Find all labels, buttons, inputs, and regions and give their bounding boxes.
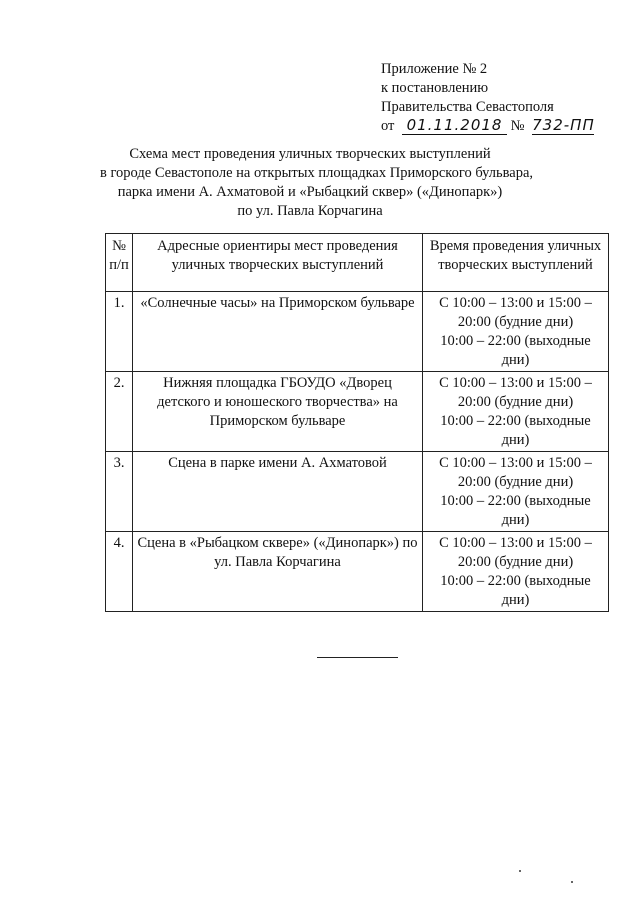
row-address: Нижняя площадка ГБОУДО «Дворец детского и юношеского творчества» на Приморском бульваре bbox=[133, 372, 423, 452]
table-row bbox=[106, 452, 609, 532]
header-time: Время проведения уличных творческих выступлений bbox=[423, 234, 609, 292]
row-time-weekdays: С 10:00 – 13:00 и 15:00 – 20:00 (будние дни) bbox=[439, 455, 592, 490]
row-time bbox=[423, 372, 609, 452]
handwritten-number: 732-ПП bbox=[532, 116, 595, 134]
row-time bbox=[423, 292, 609, 372]
table-header-row bbox=[106, 234, 609, 292]
row-time-weekdays: С 10:00 – 13:00 и 15:00 – 20:00 (будние дни) bbox=[439, 295, 592, 330]
row-time-weekends: 10:00 – 22:00 (выходные дни) bbox=[440, 333, 591, 368]
row-number: 2. bbox=[106, 372, 133, 452]
appendix-date-line bbox=[381, 117, 621, 136]
table-row bbox=[106, 532, 609, 612]
title-line-4: по ул. Павла Корчагина bbox=[237, 203, 383, 219]
appendix-header bbox=[381, 60, 621, 136]
row-address: Сцена в парке имени А. Ахматовой bbox=[133, 452, 423, 532]
row-number: 4. bbox=[106, 532, 133, 612]
header-number: № п/п bbox=[106, 234, 133, 292]
title-line-2: в городе Севастополе на открытых площадках Приморского бульвара, bbox=[100, 165, 534, 181]
scan-speck bbox=[519, 870, 521, 872]
row-number: 1. bbox=[106, 292, 133, 372]
table-row bbox=[106, 372, 609, 452]
title-line-3: парка имени А. Ахматовой и «Рыбацкий сквер» («Динопарк») bbox=[117, 184, 503, 200]
from-label: от bbox=[381, 118, 395, 134]
appendix-resolution-line: к постановлению bbox=[381, 80, 489, 96]
row-time-weekdays: С 10:00 – 13:00 и 15:00 – 20:00 (будние дни) bbox=[439, 375, 592, 410]
row-number: 3. bbox=[106, 452, 133, 532]
handwritten-date: 01.11.2018 bbox=[402, 117, 507, 135]
row-time bbox=[423, 452, 609, 532]
row-time-weekdays: С 10:00 – 13:00 и 15:00 – 20:00 (будние дни) bbox=[439, 535, 592, 570]
scan-speck bbox=[571, 881, 573, 883]
title-line-1: Схема мест проведения уличных творческих выступлений bbox=[129, 146, 491, 162]
appendix-title: Приложение № 2 bbox=[381, 61, 488, 77]
row-address: Сцена в «Рыбацком сквере» («Динопарк») по ул. Павла Корчагина bbox=[133, 532, 423, 612]
venues-table bbox=[105, 233, 609, 612]
document-title bbox=[100, 145, 534, 221]
row-address: «Солнечные часы» на Приморском бульваре bbox=[133, 292, 423, 372]
number-label: № bbox=[510, 118, 525, 134]
table-row bbox=[106, 292, 609, 372]
row-time bbox=[423, 532, 609, 612]
row-time-weekends: 10:00 – 22:00 (выходные дни) bbox=[440, 493, 591, 528]
end-of-document-line bbox=[317, 657, 398, 658]
appendix-government-line: Правительства Севастополя bbox=[381, 99, 554, 115]
header-address: Адресные ориентиры мест проведения уличных творческих выступлений bbox=[133, 234, 423, 292]
row-time-weekends: 10:00 – 22:00 (выходные дни) bbox=[440, 413, 591, 448]
row-time-weekends: 10:00 – 22:00 (выходные дни) bbox=[440, 573, 591, 608]
